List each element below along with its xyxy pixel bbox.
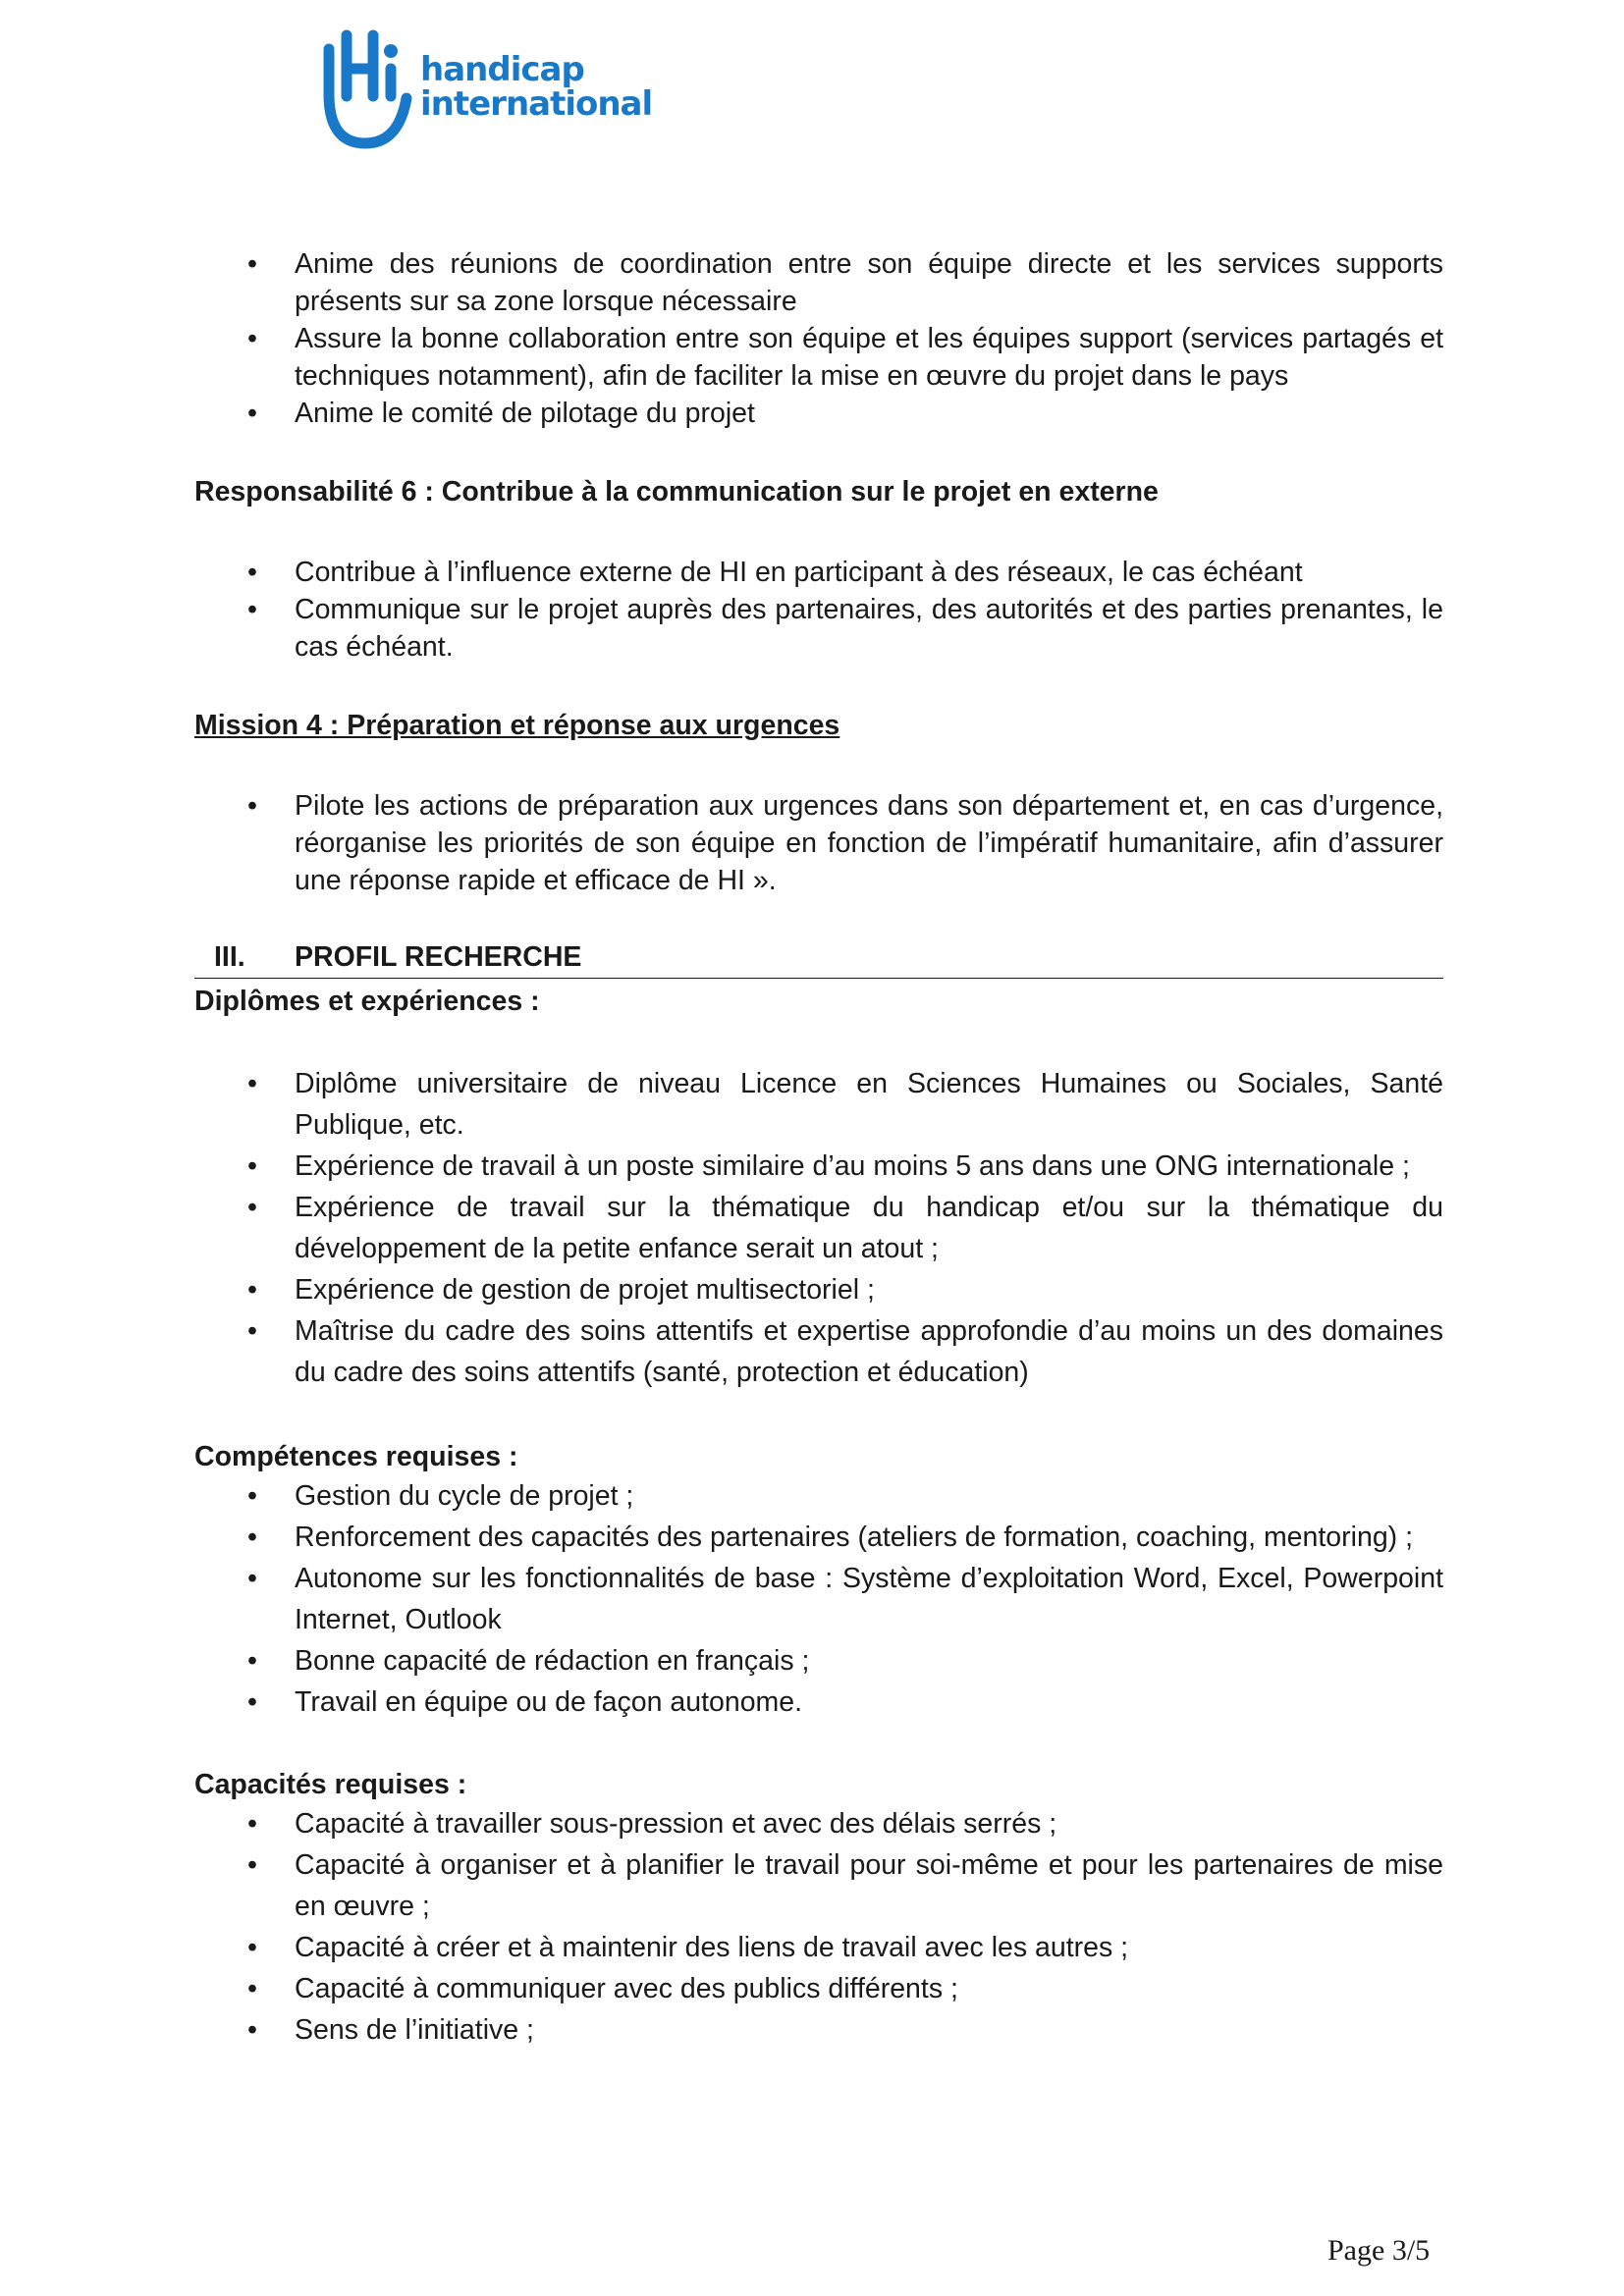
- document-body: [194, 245, 1443, 2051]
- list-item: • Anime le comité de pilotage du projet: [194, 395, 1443, 432]
- profil-section-heading: [194, 938, 1443, 979]
- competences-heading: Compétences requises :: [194, 1441, 518, 1472]
- list-item: • Expérience de travail à un poste similaire d’au moins 5 ans dans une ONG internationale ;: [194, 1146, 1443, 1187]
- list-item: • Maîtrise du cadre des soins attentifs et expertise approfondie d’au moins un des domaines du cadre des soins attentifs (santé, protection et éducation): [194, 1310, 1443, 1393]
- section-number: III.: [214, 941, 245, 973]
- list-item: • Pilote les actions de préparation aux urgences dans son département et, en cas d’urgence, réorganise les priorités de son équipe en fonction de l’impératif humanitaire, afin d’assurer une réponse rapide et efficace de HI ».: [194, 787, 1443, 899]
- competences-list: [194, 1475, 1443, 1723]
- list-item: • Capacité à créer et à maintenir des liens de travail avec les autres ;: [194, 1927, 1443, 1968]
- list-item: • Capacité à communiquer avec des publics différents ;: [194, 1968, 1443, 2009]
- list-item: • Expérience de gestion de projet multisectoriel ;: [194, 1269, 1443, 1310]
- capacites-list: [194, 1803, 1443, 2051]
- list-item: • Sens de l’initiative ;: [194, 2009, 1443, 2051]
- capacites-heading: Capacités requises :: [194, 1769, 467, 1800]
- section-title: PROFIL RECHERCHE: [295, 941, 582, 973]
- mission-4-list: [194, 787, 1443, 899]
- list-item: • Travail en équipe ou de façon autonome.: [194, 1682, 1443, 1723]
- hi-hand-logo-icon: [320, 29, 418, 151]
- hi-logo: [320, 29, 654, 151]
- list-item: • Renforcement des capacités des partenaires (ateliers de formation, coaching, mentoring) ;: [194, 1517, 1443, 1558]
- list-item: • Gestion du cycle de projet ;: [194, 1475, 1443, 1517]
- list-item: • Diplôme universitaire de niveau Licence en Sciences Humaines ou Sociales, Santé Publique, etc.: [194, 1063, 1443, 1146]
- page-number: Page 3/5: [1327, 2234, 1431, 2267]
- top-bullet-list: [194, 245, 1443, 432]
- list-item: • Assure la bonne collaboration entre son équipe et les équipes support (services partagés et techniques notamment), afin de faciliter la mise en œuvre du projet dans le pays: [194, 320, 1443, 395]
- logo-text-handicap: handicap: [420, 50, 584, 89]
- list-item: • Communique sur le projet auprès des partenaires, des autorités et des parties prenantes, le cas échéant.: [194, 591, 1443, 666]
- responsibility-6-list: [194, 554, 1443, 666]
- diplomes-heading: Diplômes et expériences :: [194, 986, 540, 1017]
- list-item: • Expérience de travail sur la thématique du handicap et/ou sur la thématique du développement de la petite enfance serait un atout ;: [194, 1187, 1443, 1269]
- list-item: • Capacité à travailler sous-pression et avec des délais serrés ;: [194, 1803, 1443, 1844]
- logo-text-international: international: [420, 84, 653, 124]
- list-item: • Anime des réunions de coordination entre son équipe directe et les services supports présents sur sa zone lorsque nécessaire: [194, 245, 1443, 320]
- diplomes-list: [194, 1063, 1443, 1393]
- list-item: • Capacité à organiser et à planifier le travail pour soi-même et pour les partenaires de mise en œuvre ;: [194, 1844, 1443, 1927]
- responsibility-6-heading: Responsabilité 6 : Contribue à la communication sur le projet en externe: [194, 476, 1159, 507]
- list-item: • Bonne capacité de rédaction en français ;: [194, 1640, 1443, 1682]
- list-item: • Autonome sur les fonctionnalités de base : Système d’exploitation Word, Excel, Powerpoint Internet, Outlook: [194, 1558, 1443, 1640]
- mission-4-heading: Mission 4 : Préparation et réponse aux urgences: [194, 710, 840, 741]
- list-item: • Contribue à l’influence externe de HI en participant à des réseaux, le cas échéant: [194, 554, 1443, 591]
